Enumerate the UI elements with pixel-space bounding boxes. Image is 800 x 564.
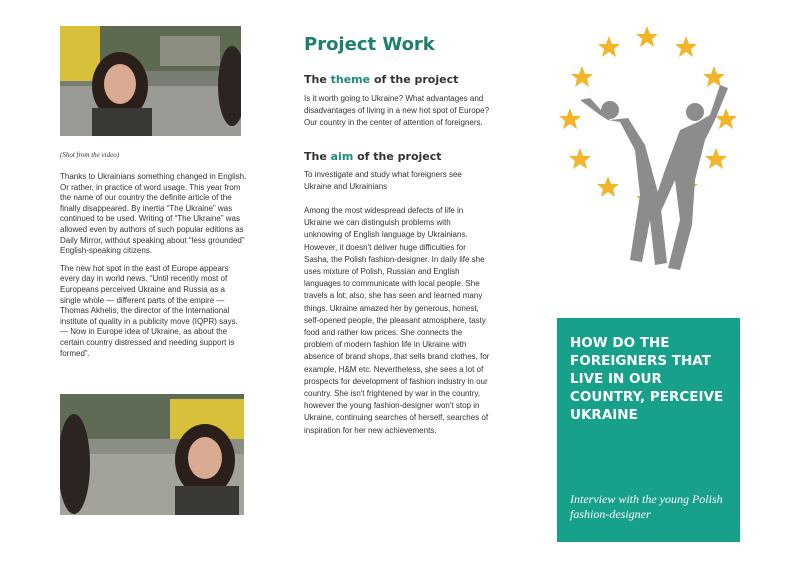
intro-text [60, 172, 248, 366]
theme-heading: The theme of the project [304, 73, 459, 86]
aim-heading: The aim of the project [304, 150, 442, 163]
feature-box [557, 318, 740, 542]
page-title: Project Work [304, 34, 435, 55]
eu-stars-dancers-logo [550, 20, 740, 290]
feature-subheading: Interview with the young Polish fashion-designer [570, 492, 723, 521]
article-body: Among the most widespread defects of life in Ukraine we can distinguish problems with unknowing of English language by Ukrainians. However, it doesn't deliver huge difficulties for Sasha, the Polish fashion-designer. In daily life she uses mixture of Polish, Russian and English languages to communicate with local people. She travels a lot; also, she has seen and learned many things. Ukraine amazed her by generous, honest, self-opened people, the pleasant atmosphere, tasty food and rather low prices. She connects the problem of modern fashion life in Ukraine with absence of brand shops, that sells brand clothes, for example, H&M etc. Nevertheless, she sees a lot of prospects for development of fashion industry in our country. She isn't frightened by war in the country, however the young fashion-designer won't stop in Ukraine, continuing searches of herself, searches of inspiration for her new achievements. [304, 206, 490, 435]
aim-text: To investigate and study what foreigners see Ukraine and Ukrainians [304, 170, 462, 192]
video-still-bottom [60, 394, 244, 515]
street-scene-photo [60, 26, 241, 136]
photo-caption: (Shot from the video) [60, 151, 120, 159]
dancer-figures-icon [580, 85, 728, 270]
theme-text: Is it worth going to Ukraine? What advantages and disadvantages of living in a new hot spot of Europe? Our country in the center of attention of foreigners. [304, 94, 490, 128]
video-still-top [60, 26, 241, 136]
feature-heading: HOW DO THE FOREIGNERS THAT LIVE IN OUR COUNTRY, PERCEIVE UKRAINE [570, 335, 724, 423]
intro-paragraph-1: Thanks to Ukrainians something changed in English. Or rather, in practice of word usage. This year from the name of our country the definite article of the finally disappeared. By inertia “The Ukraine” was continued to be used. Writing of “The Ukraine” was allowed even by authors of such popular editions as Daily Mirror, without speaking about “less grounded” English-speaking citizens. [60, 172, 247, 256]
street-scene-photo [60, 394, 244, 515]
intro-paragraph-2: The new hot spot in the east of Europe appears every day in world news. “Until recently most of Europeans perceived Ukraine and Russia as a single whole — different parts of the empire — Thomas Akhelis, the director of the International institute of quality in a publicity move (IQPR) says. — Now in Europe idea of Ukraine, as about the certain country distressed and needing support is formed”. [60, 263, 238, 358]
